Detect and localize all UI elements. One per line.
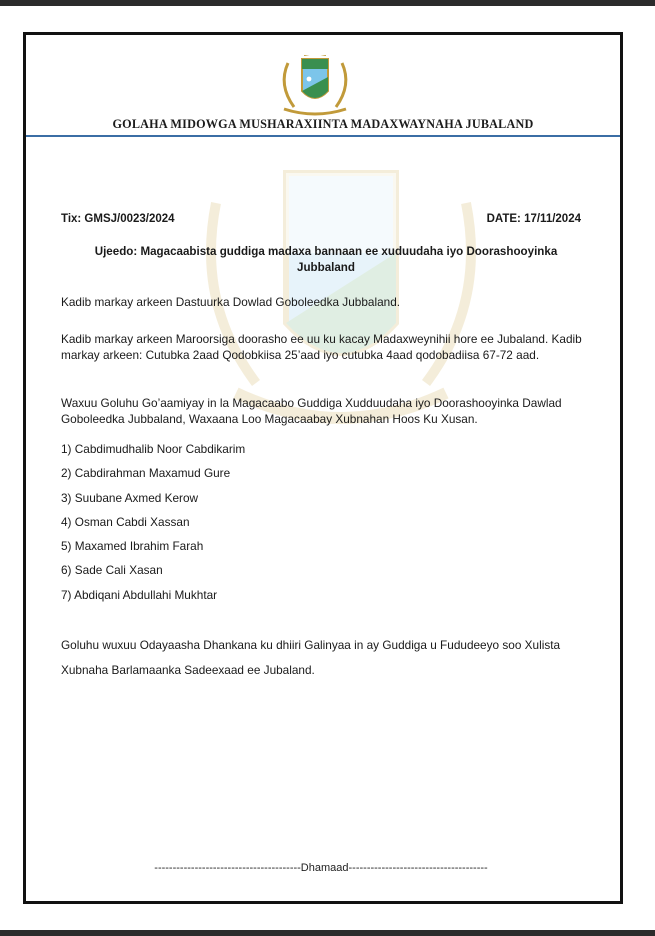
reference-number: Tix: GMSJ/0023/2024	[61, 213, 175, 225]
list-item: 5) Maxamed Ibrahim Farah	[61, 539, 204, 554]
document-date: DATE: 17/11/2024	[486, 213, 581, 225]
list-item: 3) Suubane Axmed Kerow	[61, 490, 199, 505]
subject-heading: Ujeedo: Magacaabista guddiga madaxa bannaan ee xuduudaha iyo Doorashooyinka Jubbaland	[94, 245, 558, 274]
list-item: 1) Cabdimudhalib Noor Cabdikarim	[61, 442, 246, 456]
paragraph-elders: Goluhu wuxuu Odayaasha Dhankana ku dhiiri Galinyaa in ay Guddiga u Fududeeyo soo Xulista	[61, 638, 561, 652]
list-item: 2) Cabdirahman Maxamud Gure	[61, 466, 231, 481]
member-list	[61, 441, 245, 611]
header-divider	[26, 135, 620, 137]
document-page	[23, 32, 623, 904]
reference-line	[61, 213, 581, 225]
bottom-dark-bar	[0, 930, 655, 936]
top-dark-bar	[0, 0, 655, 6]
jubaland-coat-of-arms-icon	[274, 55, 356, 117]
paragraph-articles: Kadib markay arkeen Maroorsiga doorasho ee uu ku kacay Madaxweynihii hore ee Jubaland. Kadib markay arkeen: Cutubka 2aad Qodobkiisa 25’aad iyo cutubka 4aad qodobadiisa 67-72 aad.	[61, 332, 582, 362]
paragraph-parliament: Xubnaha Barlamaanka Sadeexaad ee Jubaland.	[61, 663, 315, 677]
list-item: 7) Abdiqani Abdullahi Mukhtar	[61, 587, 218, 602]
paragraph-decision: Waxuu Goluhu Go’aamiyay in la Magacaabo Guddiga Xudduudaha iyo Doorashooyinka Dawlad Goboleedka Jubbaland, Waxaana Loo Magacaabay Xubnahan Hoos Ku Xusan.	[61, 396, 562, 426]
paragraph-constitution: Kadib markay arkeen Dastuurka Dowlad Goboleedka Jubbaland.	[61, 295, 401, 309]
list-item: 4) Osman Cabdi Xassan	[61, 514, 190, 529]
list-item: 6) Sade Cali Xasan	[61, 563, 163, 578]
organization-title: GOLAHA MIDOWGA MUSHARAXIINTA MADAXWAYNAHA JUBALAND	[112, 117, 534, 131]
document-end-line: ----------------------------------------Dhamaad--------------------------------------	[154, 862, 488, 874]
